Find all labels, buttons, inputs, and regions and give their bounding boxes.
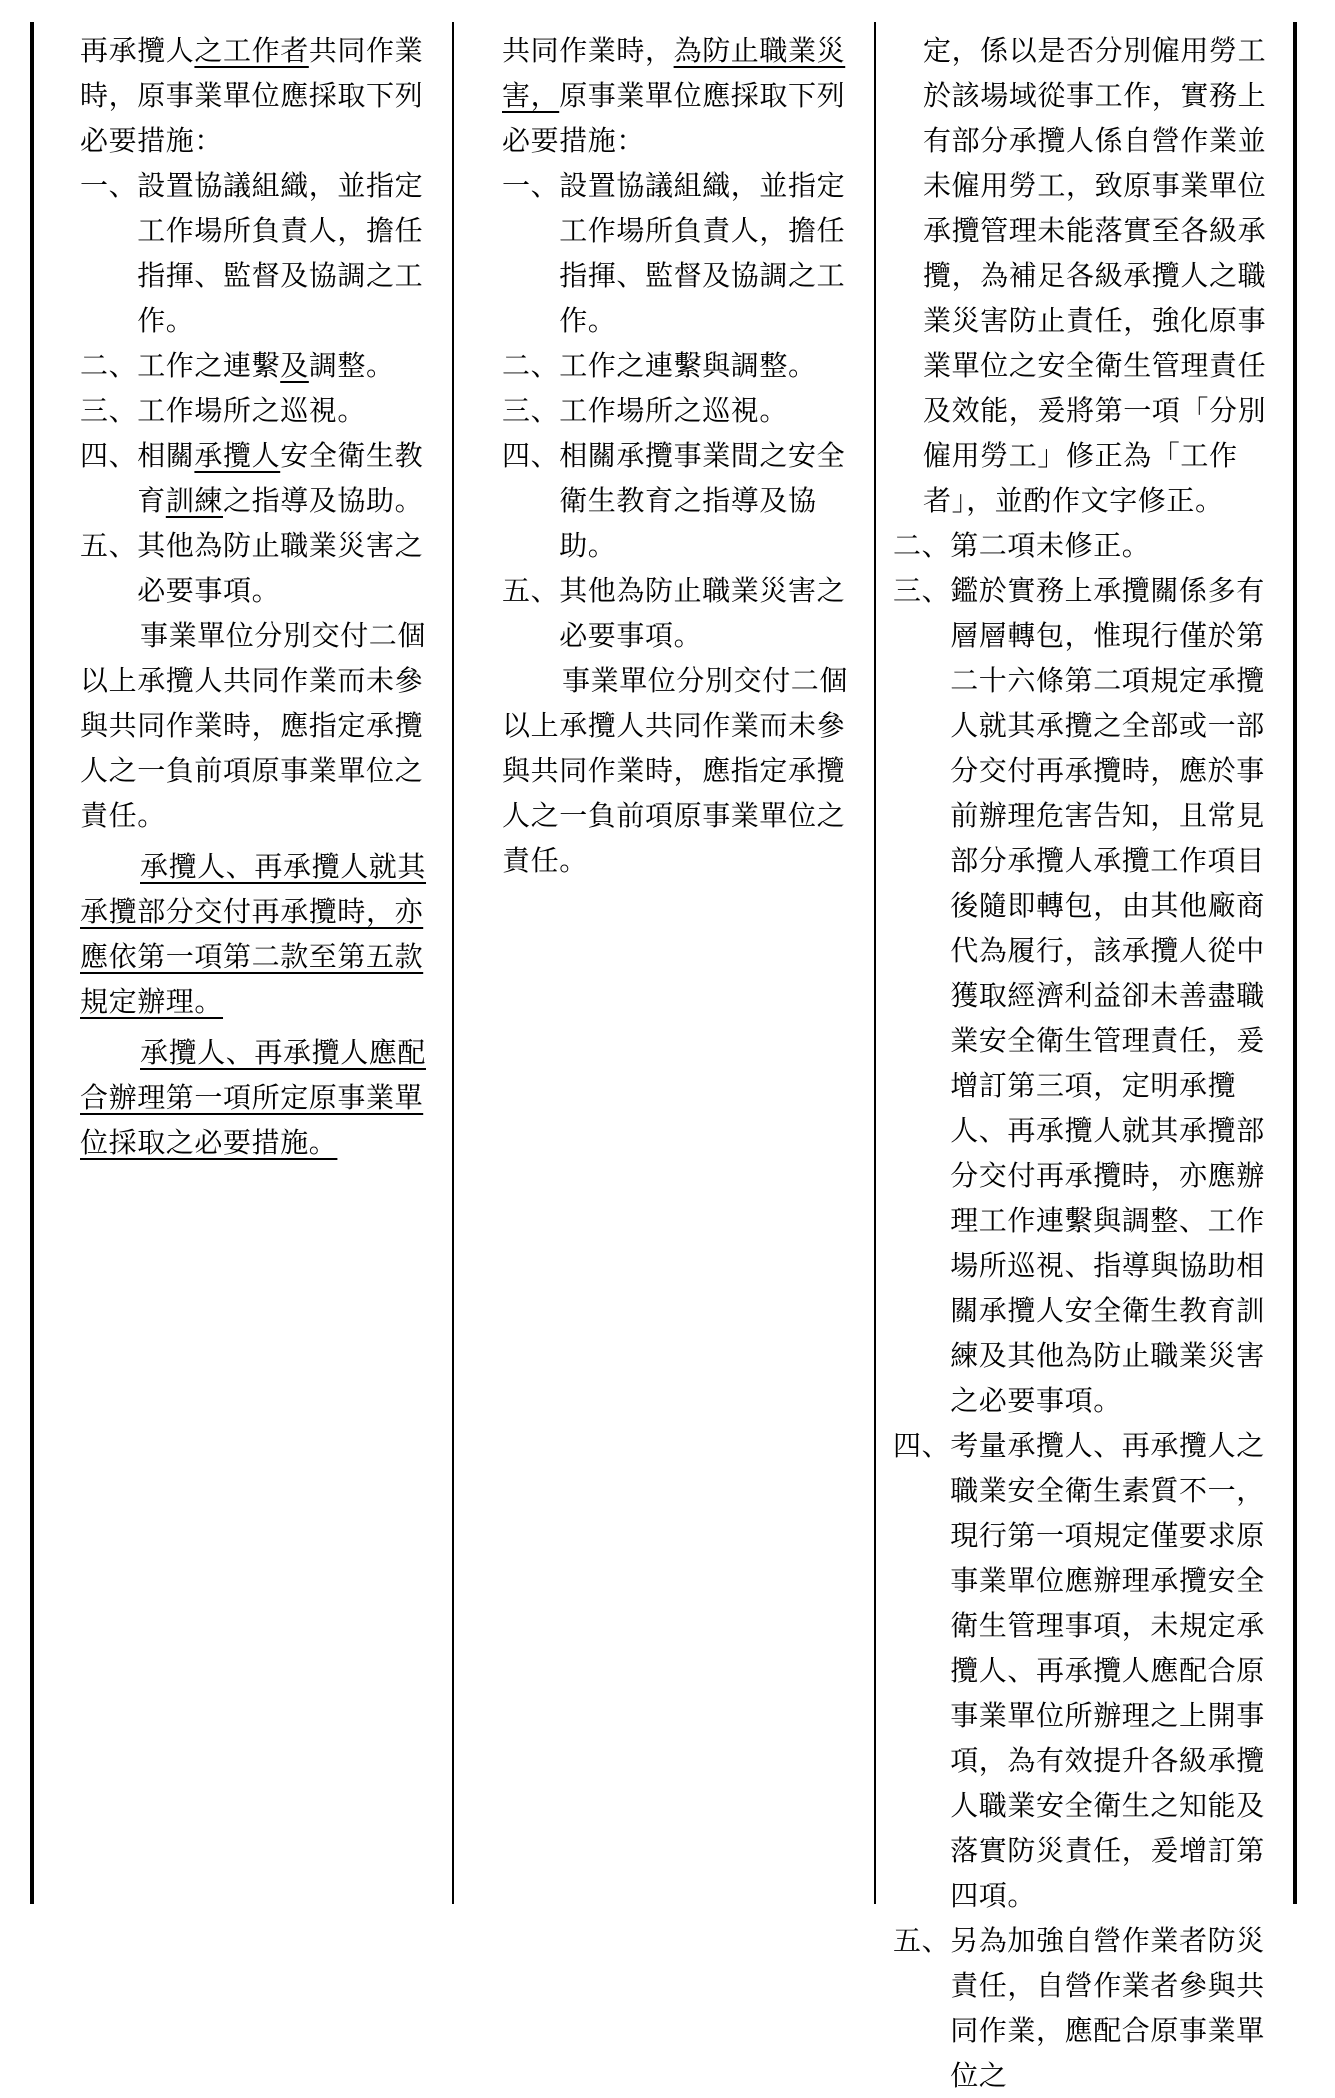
current-item-2: 二、 工作之連繫與調整。 <box>502 349 817 382</box>
explanation-lead: 定，係以是否分別僱用勞工於該場域從事工作，實務上有部分承攬人係自營作業並未僱用勞工，致原事業單位承攬管理未能落實至各級承攬，為補足各級承攬人之職業災害防止責任，強化原事業單位之安全衛生管理責任及效能，爰將第一項「分別僱用勞工」修正為「工作者」，並酌作文字修正。 <box>923 34 1267 517</box>
amended-intro: 再承攬人之工作者共同作業時，原事業單位應採取下列必要措施： <box>80 34 424 157</box>
explanation-item-2: 二、 第二項未修正。 <box>893 529 1151 562</box>
amended-paragraph-4: 承攬人、再承攬人應配合辦理第一項所定原事業單位採取之必要措施。 <box>80 1036 427 1159</box>
column-rule-2 <box>874 22 876 1904</box>
column-rule-left <box>30 22 34 1904</box>
current-paragraph-2: 事業單位分別交付二個以上承攬人共同作業而未參與共同作業時，應指定承攬人之一負前項原事業單位之責任。 <box>502 664 849 877</box>
explanation-item-3: 三、 鑑於實務上承攬關係多有層層轉包，惟現行僅於第二十六條第二項規定承攬人就其承攬之全部或一部分交付再承攬時，應於事前辦理危害告知，且常見部分承攬人承攬工作項目後隨即轉包，由其他廠商代為履行，該承攬人從中獲取經濟利益卻未善盡職業安全衛生管理責任，爰增訂第三項，定明承攬人、再承攬人就其承攬部分交付再承攬時，亦應辦理工作連繫與調整、工作場所巡視、指導與協助相關承攬人安全衛生教育訓練及其他為防止職業災害之必要事項。 <box>893 574 1265 1417</box>
current-item-1: 一、 設置協議組織，並指定工作場所負責人，擔任指揮、監督及協調之工作。 <box>502 169 846 337</box>
amended-paragraph-2: 事業單位分別交付二個以上承攬人共同作業而未參與共同作業時，應指定承攬人之一負前項原事業單位之責任。 <box>80 619 427 832</box>
amended-item-4: 四、 相關承攬人安全衛生教育訓練之指導及協助。 <box>80 439 424 517</box>
current-text-column <box>502 28 864 883</box>
current-intro: 共同作業時，為防止職業災害，原事業單位應採取下列必要措施： <box>502 34 846 157</box>
amended-text-column <box>80 28 442 1165</box>
amended-item-1: 一、 設置協議組織，並指定工作場所負責人，擔任指揮、監督及協調之工作。 <box>80 169 424 337</box>
explanation-item-5: 五、 另為加強自營作業者防災責任，自營作業者參與共同作業，應配合原事業單位之 <box>893 1924 1265 2092</box>
current-item-4: 四、 相關承攬事業間之安全衛生教育之指導及協助。 <box>502 439 846 562</box>
amended-item-3: 三、 工作場所之巡視。 <box>80 394 367 427</box>
explanation-column <box>893 28 1279 2098</box>
explanation-item-4: 四、 考量承攬人、再承攬人之職業安全衛生素質不一，現行第一項規定僅要求原事業單位應辦理承攬安全衛生管理事項，未規定承攬人、再承攬人應配合原事業單位所辦理之上開事項，為有效提升各級承攬人職業安全衛生之知能及落實防災責任，爰增訂第四項。 <box>893 1429 1265 1912</box>
column-rule-right <box>1293 22 1297 1904</box>
column-rule-1 <box>452 22 454 1904</box>
amended-paragraph-3: 承攬人、再承攬人就其承攬部分交付再承攬時，亦應依第一項第二款至第五款規定辦理。 <box>80 850 427 1018</box>
current-item-3: 三、 工作場所之巡視。 <box>502 394 789 427</box>
current-item-5: 五、 其他為防止職業災害之必要事項。 <box>502 574 846 652</box>
amended-item-2: 二、 工作之連繫及調整。 <box>80 349 395 382</box>
amended-item-5: 五、 其他為防止職業災害之必要事項。 <box>80 529 424 607</box>
